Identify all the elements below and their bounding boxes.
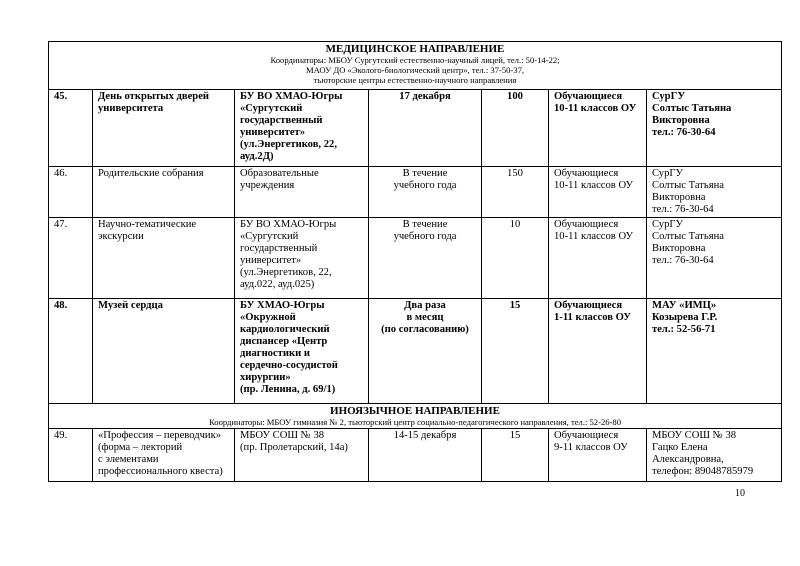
cell-line: (ул.Энергетиков, 22, [240,139,337,150]
cell-line: БУ ВО ХМАО-Югры [240,91,343,102]
section-title: МЕДИЦИНСКОЕ НАПРАВЛЕНИЕ [325,43,505,55]
cell-line: 17 декабря [399,91,451,102]
table-row [49,299,782,404]
cell-line: Гацко Елена [652,442,708,453]
cell-line: МБОУ СОШ № 38 [652,430,737,441]
contact [647,167,782,218]
section-header-medical [49,42,782,90]
cell-line: «Окружной [240,312,296,323]
cell-line: (форма – лекторий [98,442,183,453]
cell-line: тел.: 52-56-71 [652,324,716,335]
row-number: 45. [49,90,93,167]
event-place [235,167,369,218]
cell-line: СурГУ [652,219,684,230]
table-row [49,90,782,167]
cell-line: Два раза [404,300,446,311]
cell-line: государственный [240,243,318,254]
cell-line: В течение [402,168,448,179]
cell-line: (ул.Энергетиков, 22, [240,267,332,278]
cell-line: День открытых дверей [98,91,210,102]
event-name [93,90,235,167]
cell-line: государственный [240,115,323,126]
contact [647,299,782,404]
section-coordinators: Координаторы: МБОУ Сургутский естественно-научный лицей, тел.: 50-14-22; [270,55,560,65]
cell-line: В течение [402,219,448,230]
cell-line: 10-11 классов ОУ [554,103,637,114]
event-name [93,167,235,218]
cell-line: диспансер «Центр [240,336,328,347]
cell-line: (по согласованию) [381,324,469,335]
cell-line: Солтыс Татьяна [652,231,724,242]
cell-line: Викторовна [652,243,706,254]
cell-line: экскурсии [98,231,144,242]
participants [549,429,647,482]
section-coordinators: тьюторские центры естественно-научного направления [313,75,517,85]
cell-line: БУ ВО ХМАО-Югры [240,219,337,230]
participant-count: 100 [482,90,549,167]
cell-line: тел.: 76-30-64 [652,127,716,138]
cell-line: 10-11 классов ОУ [554,180,634,191]
cell-line: Обучающиеся [554,168,619,179]
row-number: 49. [49,429,93,482]
participants [549,218,647,299]
cell-line: «Сургутский [240,103,303,114]
cell-line: с элементами [98,454,159,465]
event-date [369,90,482,167]
cell-line: Обучающиеся [554,219,619,230]
cell-line: СурГУ [652,91,686,102]
cell-line: тел.: 76-30-64 [652,255,714,266]
participants [549,90,647,167]
event-name [93,429,235,482]
cell-line: кардиологический [240,324,330,335]
cell-line: МАУ «ИМЦ» [652,300,717,311]
cell-line: (пр. Ленина, д. 69/1) [240,384,336,395]
cell-line: хирургии» [240,372,291,383]
cell-line: Викторовна [652,115,710,126]
cell-line: Александровна, [652,454,724,465]
cell-line: Солтыс Татьяна [652,180,724,191]
contact [647,429,782,482]
table-row [49,429,782,482]
cell-line: в месяц [406,312,444,323]
cell-line: 14-15 декабря [393,430,457,441]
cell-line: диагностики и [240,348,310,359]
participant-count: 15 [482,429,549,482]
cell-line: учебного года [393,180,457,191]
cell-line: университета [98,103,164,114]
cell-line: «Профессия – переводчик» [98,430,222,441]
cell-line: ауд.2Д) [240,151,274,162]
cell-line: университет» [240,255,302,266]
event-name [93,218,235,299]
page-number: 10 [735,488,745,499]
table-row [49,218,782,299]
table-row [49,167,782,218]
event-date [369,218,482,299]
contact [647,90,782,167]
contact [647,218,782,299]
cell-line: профессионального квеста) [98,466,223,477]
cell-line: 1-11 классов ОУ [554,312,632,323]
event-place [235,218,369,299]
section-coordinators: Координаторы: МБОУ гимназия № 2, тьюторский центр социально-педагогического направления, тел.: 52-26-80 [208,417,622,427]
cell-line: БУ ХМАО-Югры [240,300,325,311]
event-date [369,299,482,404]
cell-line: «Сургутский [240,231,299,242]
cell-line: учреждения [240,180,295,191]
cell-line: Обучающиеся [554,300,623,311]
cell-line: МБОУ СОШ № 38 [240,430,325,441]
cell-line: телефон: 89048785979 [652,466,754,477]
cell-line: Обучающиеся [554,91,623,102]
event-date [369,167,482,218]
cell-line: Музей сердца [98,300,163,311]
section-title: ИНОЯЗЫЧНОЕ НАПРАВЛЕНИЕ [330,405,500,417]
participant-count: 10 [482,218,549,299]
row-number: 48. [49,299,93,404]
cell-line: Солтыс Татьяна [652,103,732,114]
participant-count: 15 [482,299,549,404]
cell-line: сердечно-сосудистой [240,360,338,371]
cell-line: Козырева Г.Р. [652,312,718,323]
events-table [48,41,782,482]
cell-line: Викторовна [652,192,706,203]
section-header-foreign [49,404,782,429]
participant-count: 150 [482,167,549,218]
cell-line: университет» [240,127,306,138]
event-place [235,90,369,167]
event-place [235,299,369,404]
event-name [93,299,235,404]
cell-line: СурГУ [652,168,684,179]
section-coordinators: МАОУ ДО «Эколого-биологический центр», тел.: 37-50-37, [305,65,525,75]
event-place [235,429,369,482]
cell-line: Родительские собрания [98,168,204,179]
cell-line: Обучающиеся [554,430,619,441]
cell-line: 10-11 классов ОУ [554,231,634,242]
row-number: 47. [49,218,93,299]
cell-line: учебного года [393,231,457,242]
cell-line: Образовательные [240,168,319,179]
participants [549,167,647,218]
cell-line: (пр. Пролетарский, 14а) [240,442,348,453]
row-number: 46. [49,167,93,218]
cell-line: ауд.022, ауд.025) [240,279,315,290]
cell-line: 9-11 классов ОУ [554,442,628,453]
cell-line: тел.: 76-30-64 [652,204,714,215]
participants [549,299,647,404]
event-date [369,429,482,482]
cell-line: Научно-тематические [98,219,197,230]
